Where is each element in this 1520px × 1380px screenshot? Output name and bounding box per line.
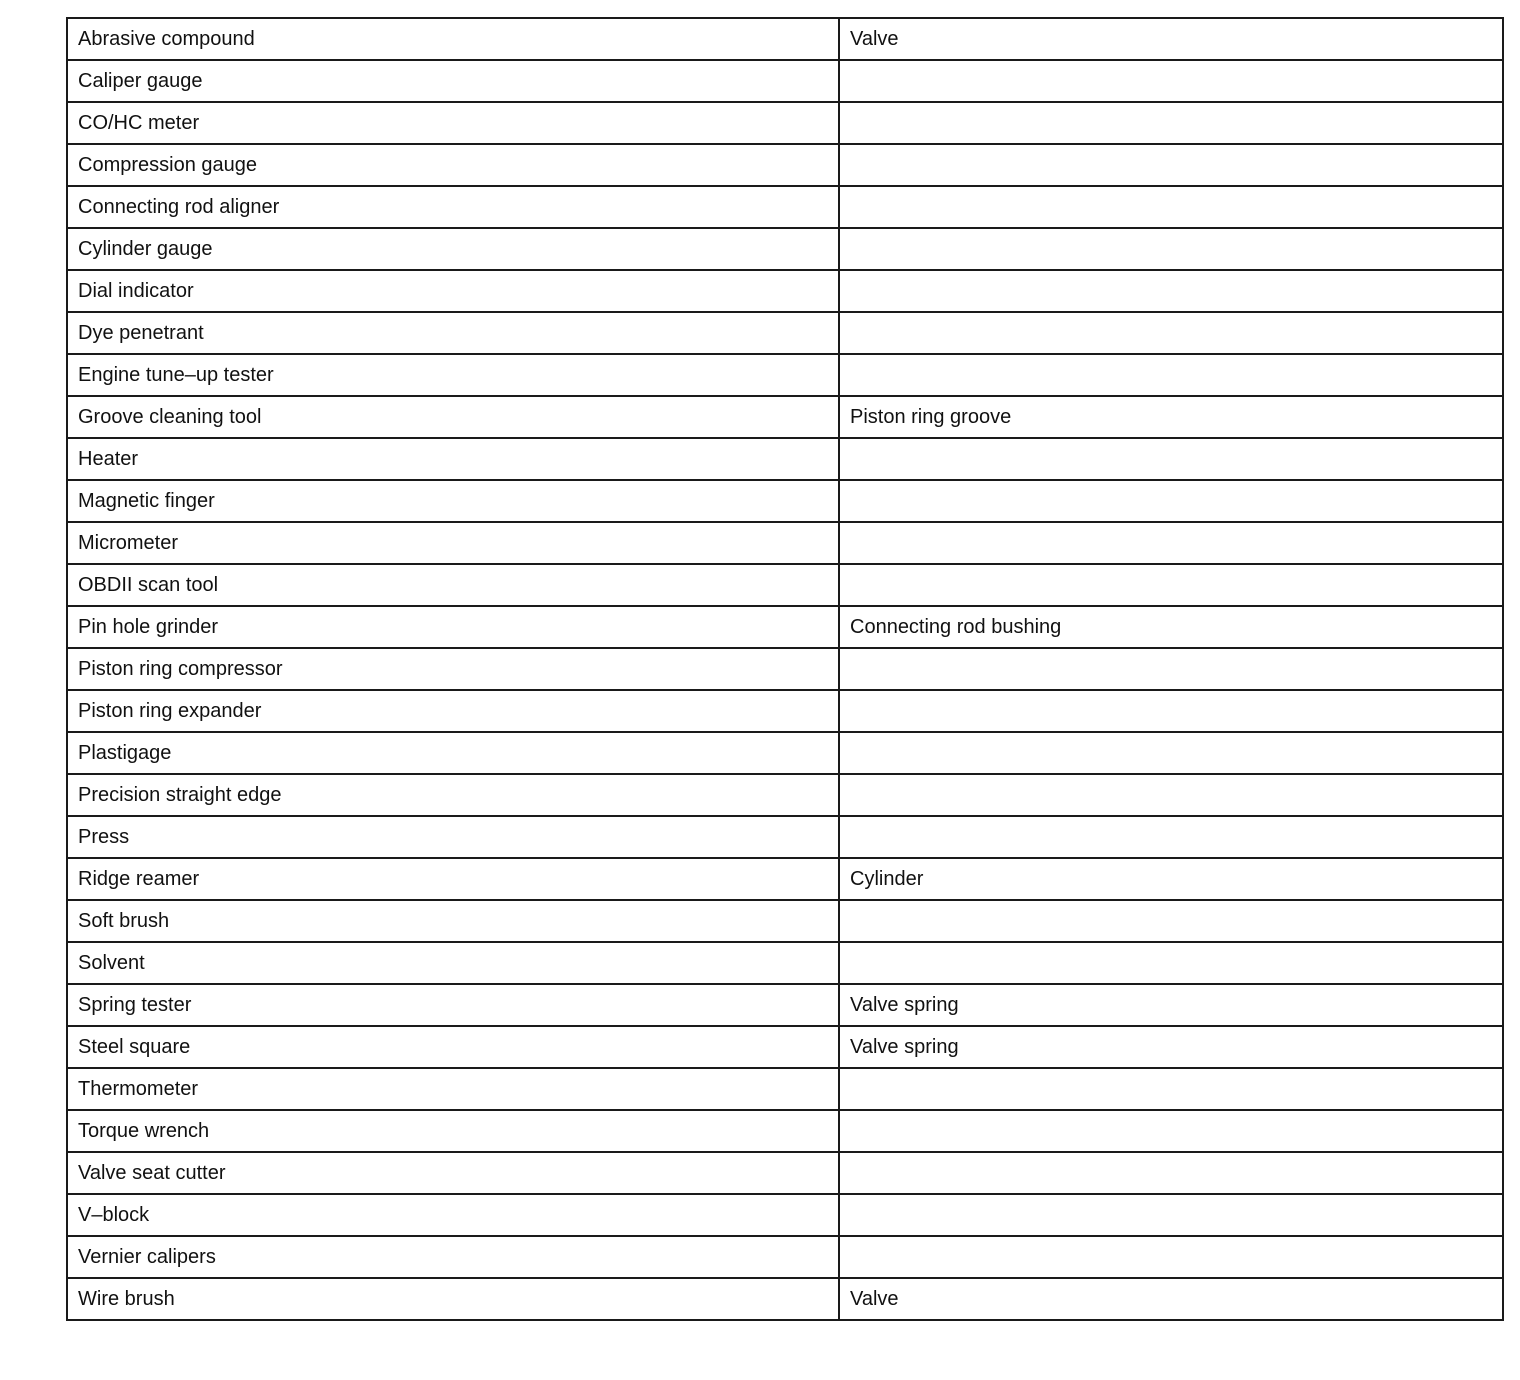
- tool-cell: Connecting rod aligner: [67, 186, 839, 228]
- tool-cell: Ridge reamer: [67, 858, 839, 900]
- table-row: [67, 1236, 1503, 1278]
- use-cell: Connecting rod bushing: [839, 606, 1503, 648]
- use-cell: [839, 60, 1503, 102]
- use-cell: [839, 942, 1503, 984]
- table-row: [67, 1110, 1503, 1152]
- tool-cell: CO/HC meter: [67, 102, 839, 144]
- tool-cell: Press: [67, 816, 839, 858]
- tool-cell: Plastigage: [67, 732, 839, 774]
- table-row: [67, 60, 1503, 102]
- use-cell: [839, 438, 1503, 480]
- table-row: [67, 564, 1503, 606]
- table-row: [67, 396, 1503, 438]
- tool-cell: Steel square: [67, 1026, 839, 1068]
- tool-cell: Spring tester: [67, 984, 839, 1026]
- use-cell: [839, 564, 1503, 606]
- table-row: [67, 228, 1503, 270]
- use-cell: Valve: [839, 18, 1503, 60]
- use-cell: Valve spring: [839, 1026, 1503, 1068]
- tool-cell: OBDII scan tool: [67, 564, 839, 606]
- tool-cell: Cylinder gauge: [67, 228, 839, 270]
- use-cell: [839, 102, 1503, 144]
- table-row: [67, 438, 1503, 480]
- use-cell: Piston ring groove: [839, 396, 1503, 438]
- use-cell: [839, 228, 1503, 270]
- tool-cell: Torque wrench: [67, 1110, 839, 1152]
- use-cell: Cylinder: [839, 858, 1503, 900]
- tool-table: [66, 17, 1504, 1321]
- use-cell: [839, 690, 1503, 732]
- use-cell: [839, 648, 1503, 690]
- tool-cell: Precision straight edge: [67, 774, 839, 816]
- tool-cell: Piston ring compressor: [67, 648, 839, 690]
- use-cell: [839, 816, 1503, 858]
- tool-cell: Thermometer: [67, 1068, 839, 1110]
- tool-cell: Abrasive compound: [67, 18, 839, 60]
- table-row: [67, 942, 1503, 984]
- use-cell: [839, 774, 1503, 816]
- use-cell: [839, 270, 1503, 312]
- use-cell: [839, 186, 1503, 228]
- tool-cell: Wire brush: [67, 1278, 839, 1320]
- table-row: [67, 18, 1503, 60]
- use-cell: [839, 1152, 1503, 1194]
- tool-cell: Dye penetrant: [67, 312, 839, 354]
- use-cell: [839, 900, 1503, 942]
- tool-cell: Dial indicator: [67, 270, 839, 312]
- tool-cell: Soft brush: [67, 900, 839, 942]
- table-row: [67, 354, 1503, 396]
- use-cell: [839, 1068, 1503, 1110]
- table-row: [67, 1026, 1503, 1068]
- use-cell: [839, 480, 1503, 522]
- table-row: [67, 900, 1503, 942]
- table-row: [67, 522, 1503, 564]
- use-cell: [839, 732, 1503, 774]
- tool-cell: Pin hole grinder: [67, 606, 839, 648]
- use-cell: [839, 522, 1503, 564]
- table-row: [67, 648, 1503, 690]
- use-cell: [839, 1194, 1503, 1236]
- tool-table-body: [67, 18, 1503, 1320]
- tool-cell: Caliper gauge: [67, 60, 839, 102]
- table-row: [67, 858, 1503, 900]
- table-row: [67, 606, 1503, 648]
- tool-cell: Heater: [67, 438, 839, 480]
- table-row: [67, 732, 1503, 774]
- table-row: [67, 186, 1503, 228]
- tool-cell: Vernier calipers: [67, 1236, 839, 1278]
- use-cell: [839, 1110, 1503, 1152]
- table-row: [67, 480, 1503, 522]
- use-cell: Valve: [839, 1278, 1503, 1320]
- tool-cell: V–block: [67, 1194, 839, 1236]
- tool-cell: Groove cleaning tool: [67, 396, 839, 438]
- table-row: [67, 144, 1503, 186]
- tool-cell: Engine tune–up tester: [67, 354, 839, 396]
- tool-cell: Magnetic finger: [67, 480, 839, 522]
- table-row: [67, 270, 1503, 312]
- table-row: [67, 1194, 1503, 1236]
- table-row: [67, 1278, 1503, 1320]
- tool-cell: Piston ring expander: [67, 690, 839, 732]
- use-cell: [839, 144, 1503, 186]
- tool-cell: Compression gauge: [67, 144, 839, 186]
- use-cell: Valve spring: [839, 984, 1503, 1026]
- table-row: [67, 690, 1503, 732]
- table-row: [67, 1068, 1503, 1110]
- table-row: [67, 816, 1503, 858]
- use-cell: [839, 354, 1503, 396]
- tool-cell: Valve seat cutter: [67, 1152, 839, 1194]
- tool-cell: Solvent: [67, 942, 839, 984]
- table-row: [67, 1152, 1503, 1194]
- table-row: [67, 984, 1503, 1026]
- table-row: [67, 774, 1503, 816]
- tool-cell: Micrometer: [67, 522, 839, 564]
- table-row: [67, 312, 1503, 354]
- table-row: [67, 102, 1503, 144]
- use-cell: [839, 312, 1503, 354]
- use-cell: [839, 1236, 1503, 1278]
